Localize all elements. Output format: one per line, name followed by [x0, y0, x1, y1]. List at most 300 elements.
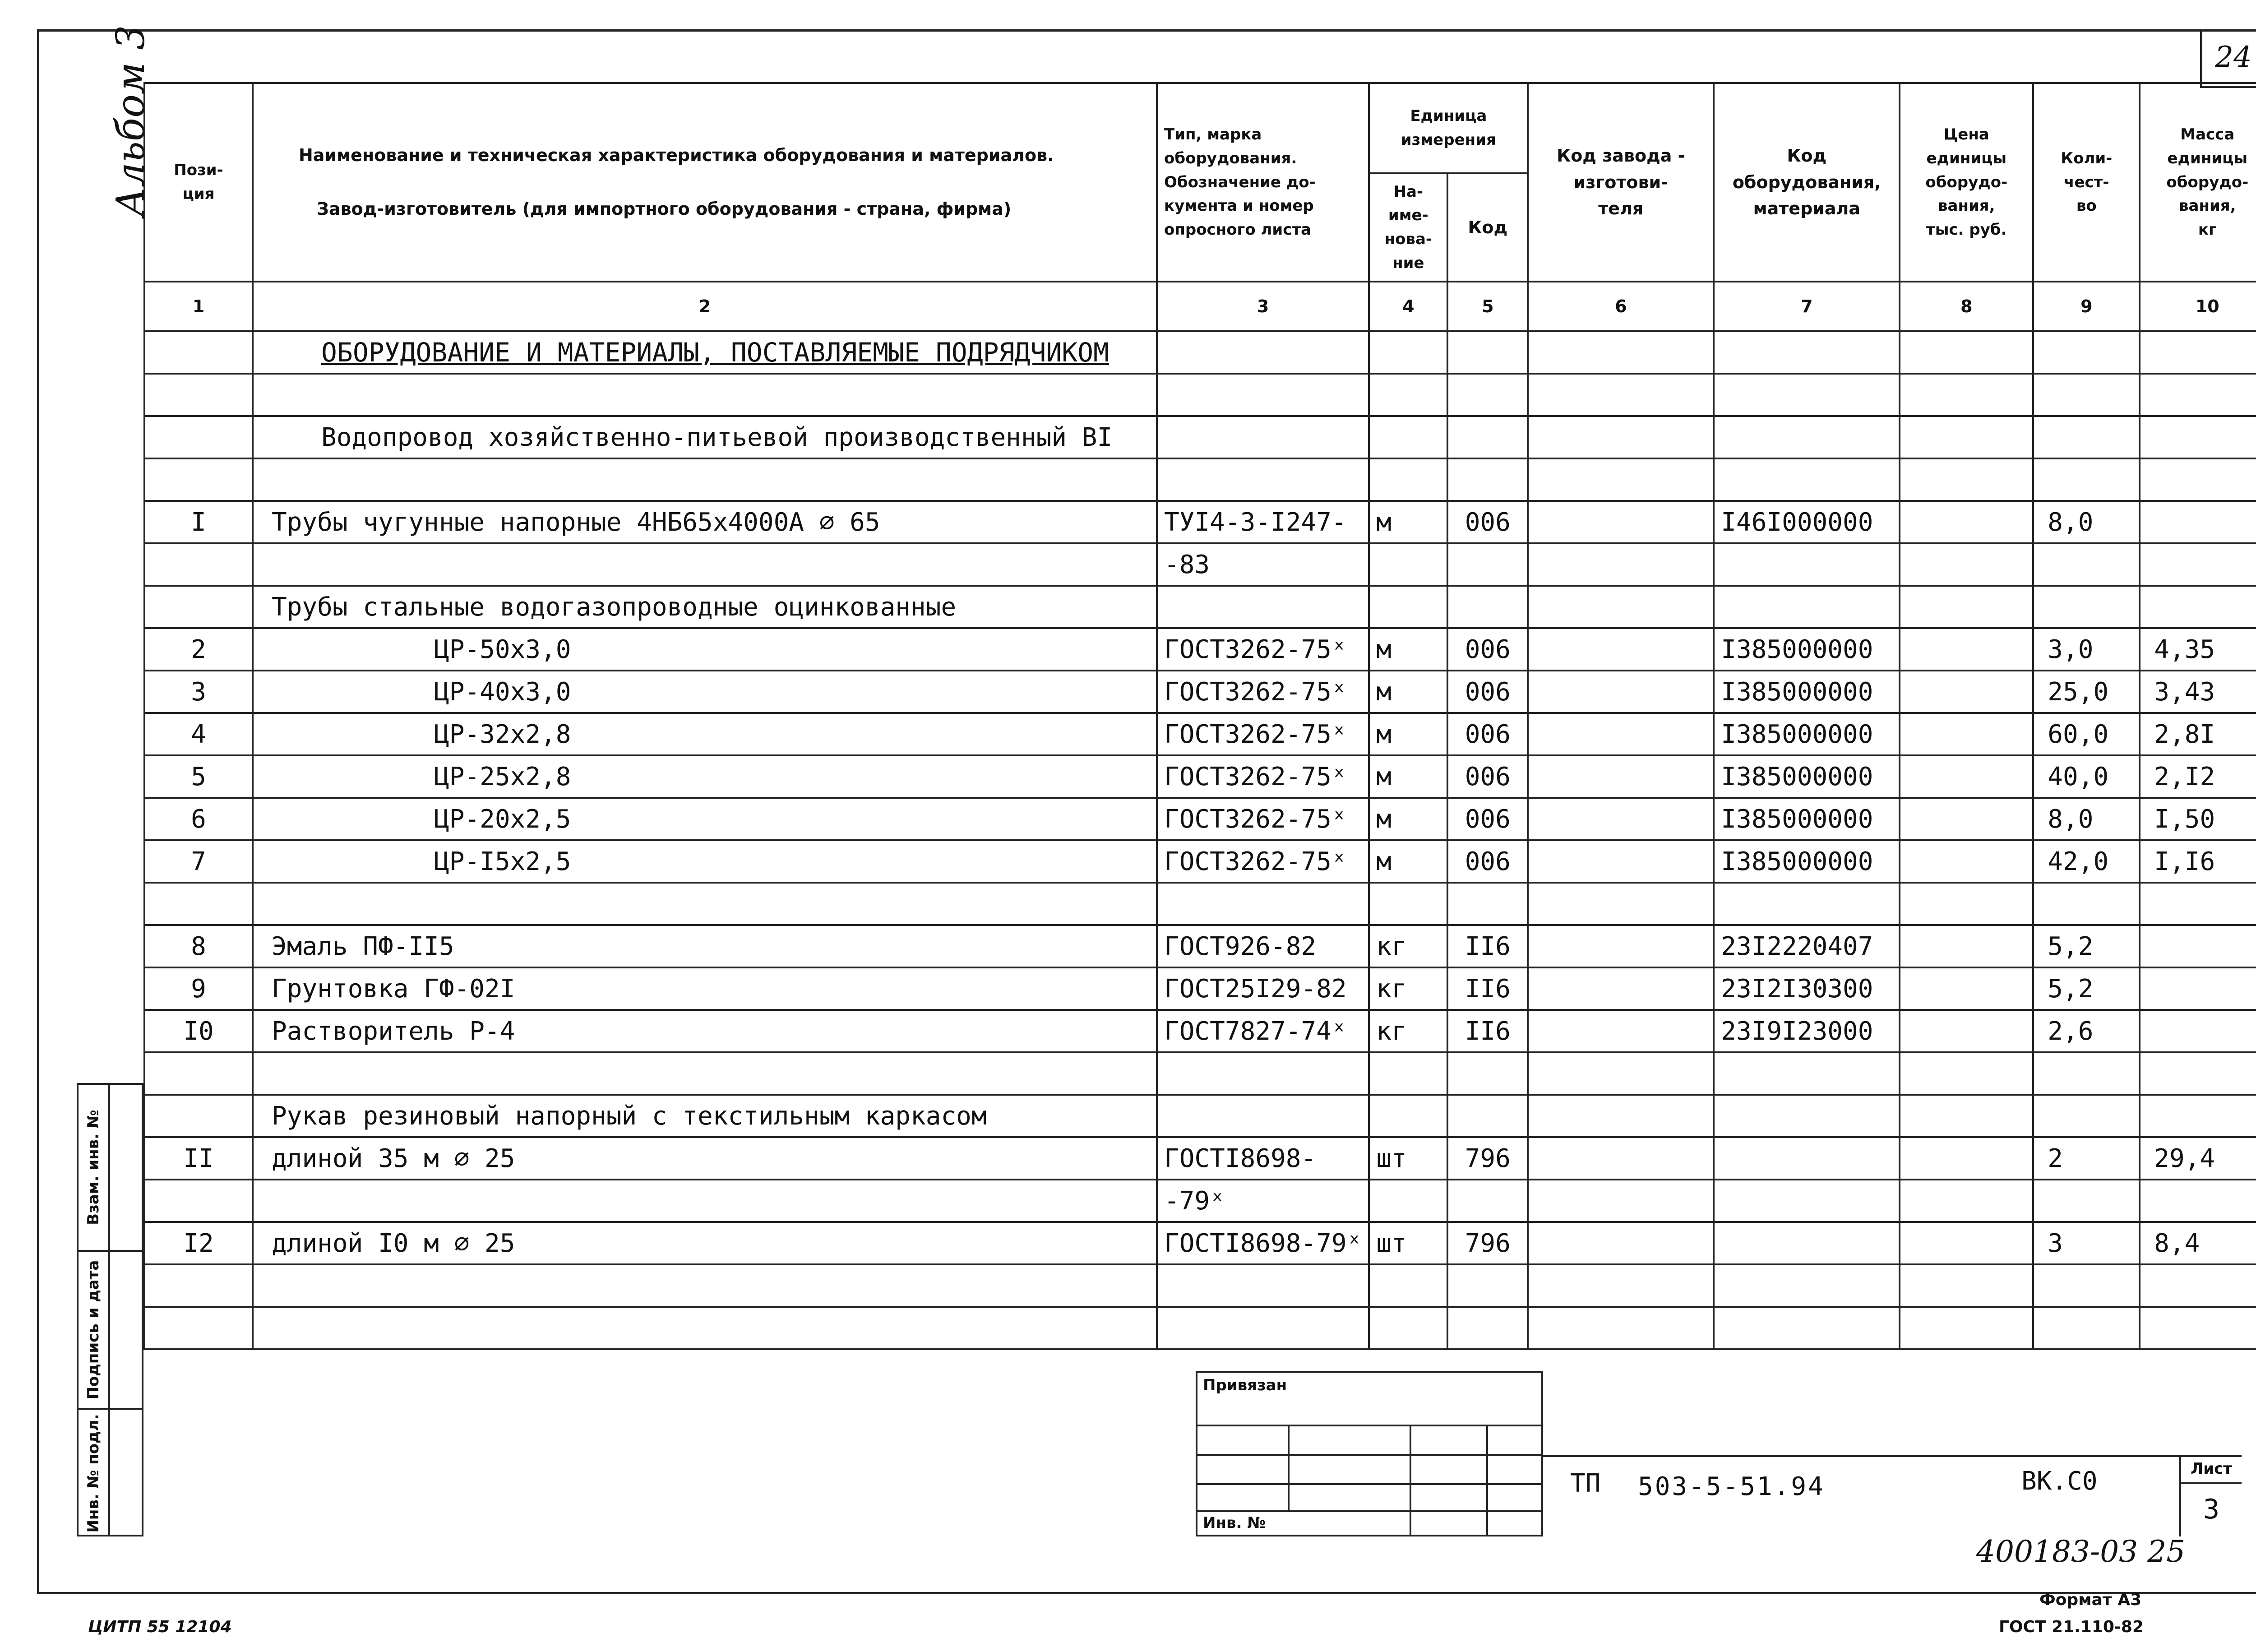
code-cell: I385000000: [1714, 755, 1900, 798]
empty-cell: [1714, 883, 1900, 925]
price-cell: [1900, 755, 2033, 798]
empty-cell: [1714, 1264, 1900, 1307]
table-row: [144, 840, 2256, 883]
qty-cell: [2033, 1180, 2140, 1222]
unit-cell: м: [1369, 501, 1447, 543]
empty-cell: [253, 1052, 1157, 1095]
table-row: [144, 925, 2256, 967]
plant-cell: [1528, 1010, 1714, 1052]
code-cell: [1714, 1222, 1900, 1264]
unit-cell: [1369, 1180, 1447, 1222]
stamp-replace-inv-label: Взам. инв. №: [84, 1110, 102, 1225]
qty-cell: 3,0: [2033, 628, 2140, 671]
empty-cell: [1447, 1095, 1528, 1137]
header-name: [253, 83, 1157, 282]
mass-cell: 3,43: [2140, 671, 2256, 713]
handwritten-note: 400183-03 25: [1976, 1534, 2186, 1569]
type-cell: -79ˣ: [1157, 1180, 1369, 1222]
table-row: [144, 628, 2256, 671]
empty-cell: [1528, 883, 1714, 925]
type-cell: ГОСТ3262-75ˣ: [1157, 840, 1369, 883]
qty-cell: 5,2: [2033, 925, 2140, 967]
empty-cell: [2140, 331, 2256, 374]
price-cell: [1900, 1222, 2033, 1264]
empty-cell: [1714, 374, 1900, 416]
mass-cell: [2140, 925, 2256, 967]
table-row: [144, 458, 2256, 501]
header-unit-name: На- име- нова- ние: [1369, 173, 1447, 282]
column-number: 7: [1714, 282, 1900, 331]
code-cell: I385000000: [1714, 798, 1900, 840]
header-material-code: Код оборудования, материала: [1714, 83, 1900, 282]
header-name-line2: Завод-изготовитель (для импортного оборудования - страна, фирма): [317, 199, 1012, 219]
table-row: [144, 543, 2256, 586]
name-cell: длиной I0 м ⌀ 25: [253, 1222, 1157, 1264]
qty-cell: 3: [2033, 1222, 2140, 1264]
list-number: 3: [2203, 1494, 2220, 1525]
empty-cell: [1369, 458, 1447, 501]
unit-cell: м: [1369, 628, 1447, 671]
header-mass: Масса единицы оборудо- вания, кг: [2140, 83, 2256, 282]
unit-cell: м: [1369, 713, 1447, 755]
plant-cell: [1528, 1180, 1714, 1222]
empty-cell: [1900, 458, 2033, 501]
unit-cell: шт: [1369, 1222, 1447, 1264]
type-cell: ГОСТ7827-74ˣ: [1157, 1010, 1369, 1052]
plant-cell: [1528, 840, 1714, 883]
name-cell: [253, 1180, 1157, 1222]
ucode-cell: 006: [1447, 628, 1528, 671]
empty-cell: [253, 1307, 1157, 1349]
table-row: [144, 713, 2256, 755]
ucode-cell: 796: [1447, 1137, 1528, 1180]
ucode-cell: II6: [1447, 925, 1528, 967]
empty-cell: [1157, 1264, 1369, 1307]
table-row: [144, 1222, 2256, 1264]
empty-cell: [144, 1264, 253, 1307]
empty-cell: [2140, 458, 2256, 501]
plant-cell: [1528, 967, 1714, 1010]
plant-cell: [1528, 543, 1714, 586]
empty-cell: [1714, 416, 1900, 458]
empty-cell: [253, 458, 1157, 501]
table-row: [144, 374, 2256, 416]
price-cell: [1900, 1180, 2033, 1222]
position-cell: [144, 331, 253, 374]
empty-cell: [1447, 416, 1528, 458]
empty-cell: [1369, 586, 1447, 628]
empty-cell: [253, 883, 1157, 925]
qty-cell: [2033, 543, 2140, 586]
empty-cell: [2033, 586, 2140, 628]
empty-cell: [1447, 883, 1528, 925]
gost-label: ГОСТ 21.110-82: [1999, 1618, 2144, 1636]
empty-cell: [1714, 331, 1900, 374]
mass-cell: 2,8I: [2140, 713, 2256, 755]
empty-cell: [253, 1264, 1157, 1307]
empty-cell: [1369, 331, 1447, 374]
column-number: 1: [144, 282, 253, 331]
empty-cell: [1157, 1052, 1369, 1095]
table-row: [144, 1095, 2256, 1137]
type-cell: ГОСТ3262-75ˣ: [1157, 755, 1369, 798]
table-row: [144, 1137, 2256, 1180]
empty-cell: [1900, 1095, 2033, 1137]
qty-cell: 42,0: [2033, 840, 2140, 883]
empty-cell: [1157, 883, 1369, 925]
type-cell: ГОСТI8698-79ˣ: [1157, 1222, 1369, 1264]
position-cell: [144, 586, 253, 628]
table-row: [144, 416, 2256, 458]
column-number: 8: [1900, 282, 2033, 331]
table-row: [144, 967, 2256, 1010]
name-cell: ЦР-20х2,5: [253, 798, 1157, 840]
code-cell: I385000000: [1714, 628, 1900, 671]
type-cell: ГОСТ3262-75ˣ: [1157, 713, 1369, 755]
price-cell: [1900, 713, 2033, 755]
empty-cell: [1447, 1307, 1528, 1349]
empty-cell: [2140, 416, 2256, 458]
empty-cell: [1369, 1052, 1447, 1095]
empty-cell: [2033, 1307, 2140, 1349]
privyazan-label: Привязан: [1203, 1376, 1287, 1394]
name-cell: длиной 35 м ⌀ 25: [253, 1137, 1157, 1180]
pos-cell: 5: [144, 755, 253, 798]
empty-cell: [144, 458, 253, 501]
header-type: Тип, марка оборудования. Обозначение до- кумента и номер опросного листа: [1157, 83, 1369, 282]
mass-cell: 29,4: [2140, 1137, 2256, 1180]
pos-cell: [144, 1180, 253, 1222]
ucode-cell: II6: [1447, 967, 1528, 1010]
empty-cell: [1900, 416, 2033, 458]
plant-cell: [1528, 671, 1714, 713]
left-stamp-column: [77, 1083, 143, 1536]
column-number-row: [144, 282, 2256, 331]
name-cell: Трубы чугунные напорные 4НБ65х4000А ⌀ 65: [253, 501, 1157, 543]
qty-cell: 60,0: [2033, 713, 2140, 755]
empty-cell: [1157, 331, 1369, 374]
code-cell: I385000000: [1714, 840, 1900, 883]
unit-cell: шт: [1369, 1137, 1447, 1180]
mass-cell: 4,35: [2140, 628, 2256, 671]
empty-cell: [1714, 1095, 1900, 1137]
pos-cell: 6: [144, 798, 253, 840]
empty-cell: [1447, 586, 1528, 628]
mass-cell: [2140, 501, 2256, 543]
type-cell: ТУI4-3-I247-: [1157, 501, 1369, 543]
header-unit-code: Код: [1447, 173, 1528, 282]
empty-cell: [1528, 458, 1714, 501]
empty-cell: [2140, 1095, 2256, 1137]
empty-cell: [2033, 1264, 2140, 1307]
code-cell: I385000000: [1714, 671, 1900, 713]
empty-cell: [2033, 374, 2140, 416]
ucode-cell: 006: [1447, 671, 1528, 713]
empty-cell: [2140, 1307, 2256, 1349]
name-cell: ЦР-40х3,0: [253, 671, 1157, 713]
unit-cell: кг: [1369, 967, 1447, 1010]
empty-cell: [1528, 374, 1714, 416]
empty-cell: [1900, 331, 2033, 374]
ucode-cell: 006: [1447, 713, 1528, 755]
empty-cell: [2140, 1052, 2256, 1095]
code-cell: 23I2220407: [1714, 925, 1900, 967]
code-cell: I46I000000: [1714, 501, 1900, 543]
column-number: 4: [1369, 282, 1447, 331]
plant-cell: [1528, 798, 1714, 840]
table-row: [144, 671, 2256, 713]
empty-cell: [1714, 1307, 1900, 1349]
pos-cell: 9: [144, 967, 253, 1010]
section-heading: ОБОРУДОВАНИЕ И МАТЕРИАЛЫ, ПОСТАВЛЯЕМЫЕ ПОДРЯДЧИКОМ: [253, 331, 1157, 374]
price-cell: [1900, 671, 2033, 713]
pos-cell: II: [144, 1137, 253, 1180]
group-heading: Трубы стальные водогазопроводные оцинкованные: [253, 586, 1157, 628]
column-number: 6: [1528, 282, 1714, 331]
table-row: [144, 798, 2256, 840]
empty-cell: [1369, 374, 1447, 416]
ucode-cell: [1447, 1180, 1528, 1222]
unit-cell: м: [1369, 755, 1447, 798]
empty-cell: [2140, 374, 2256, 416]
ucode-cell: [1447, 543, 1528, 586]
price-cell: [1900, 1010, 2033, 1052]
plant-cell: [1528, 1137, 1714, 1180]
header-price: Цена единицы оборудо- вания, тыс. руб.: [1900, 83, 2033, 282]
pos-cell: I: [144, 501, 253, 543]
empty-cell: [2033, 458, 2140, 501]
position-cell: [144, 416, 253, 458]
empty-cell: [1900, 883, 2033, 925]
table-row: [144, 586, 2256, 628]
name-cell: Эмаль ПФ-II5: [253, 925, 1157, 967]
empty-cell: [144, 1052, 253, 1095]
type-cell: ГОСТ3262-75ˣ: [1157, 628, 1369, 671]
ucode-cell: 006: [1447, 798, 1528, 840]
empty-cell: [2033, 1052, 2140, 1095]
price-cell: [1900, 1137, 2033, 1180]
sheet-list-box: [2179, 1455, 2242, 1536]
name-cell: ЦР-25х2,8: [253, 755, 1157, 798]
empty-cell: [2140, 1264, 2256, 1307]
empty-cell: [2033, 1095, 2140, 1137]
plant-cell: [1528, 925, 1714, 967]
empty-cell: [1157, 1095, 1369, 1137]
empty-cell: [1900, 374, 2033, 416]
qty-cell: 2,6: [2033, 1010, 2140, 1052]
table-row: [144, 1052, 2256, 1095]
empty-cell: [1447, 1264, 1528, 1307]
price-cell: [1900, 798, 2033, 840]
mass-cell: [2140, 543, 2256, 586]
empty-cell: [1157, 374, 1369, 416]
name-cell: Грунтовка ГФ-02I: [253, 967, 1157, 1010]
album-label: Альбом 3: [108, 25, 153, 217]
empty-cell: [2140, 883, 2256, 925]
empty-cell: [2033, 331, 2140, 374]
empty-cell: [1447, 1052, 1528, 1095]
code-cell: [1714, 1137, 1900, 1180]
privyazan-block: [1196, 1371, 1543, 1536]
column-number: 5: [1447, 282, 1528, 331]
mass-cell: I,I6: [2140, 840, 2256, 883]
type-cell: ГОСТ3262-75ˣ: [1157, 798, 1369, 840]
qty-cell: 2: [2033, 1137, 2140, 1180]
ucode-cell: II6: [1447, 1010, 1528, 1052]
ucode-cell: 006: [1447, 501, 1528, 543]
empty-cell: [1528, 1307, 1714, 1349]
mass-cell: 2,I2: [2140, 755, 2256, 798]
empty-cell: [1157, 458, 1369, 501]
ucode-cell: 006: [1447, 840, 1528, 883]
column-number: 2: [253, 282, 1157, 331]
pos-cell: 8: [144, 925, 253, 967]
empty-cell: [1528, 1052, 1714, 1095]
empty-cell: [1900, 586, 2033, 628]
mass-cell: 8,4: [2140, 1222, 2256, 1264]
table-row: [144, 755, 2256, 798]
empty-cell: [144, 374, 253, 416]
empty-cell: [1369, 1095, 1447, 1137]
specification-table: [143, 82, 2256, 1350]
plant-cell: [1528, 755, 1714, 798]
qty-cell: 8,0: [2033, 798, 2140, 840]
name-cell: ЦР-32х2,8: [253, 713, 1157, 755]
qty-cell: 8,0: [2033, 501, 2140, 543]
drawing-mark: ВК.С0: [2021, 1467, 2098, 1496]
stamp-signature-date: [79, 1252, 142, 1410]
unit-cell: м: [1369, 671, 1447, 713]
position-cell: [144, 1095, 253, 1137]
plant-cell: [1528, 628, 1714, 671]
empty-cell: [1157, 1307, 1369, 1349]
inv-no-label: Инв. №: [1203, 1514, 1266, 1532]
plant-cell: [1528, 1222, 1714, 1264]
unit-cell: кг: [1369, 1010, 1447, 1052]
empty-cell: [1900, 1052, 2033, 1095]
unit-cell: кг: [1369, 925, 1447, 967]
empty-cell: [253, 374, 1157, 416]
type-cell: ГОСТ926-82: [1157, 925, 1369, 967]
code-cell: [1714, 543, 1900, 586]
code-cell: 23I9I23000: [1714, 1010, 1900, 1052]
table-row: [144, 1264, 2256, 1307]
tp-label: ТП: [1570, 1469, 1601, 1498]
pos-cell: 7: [144, 840, 253, 883]
empty-cell: [1528, 416, 1714, 458]
empty-cell: [2033, 883, 2140, 925]
header-unit-group: Единица измерения: [1369, 83, 1528, 173]
unit-cell: м: [1369, 840, 1447, 883]
code-cell: I385000000: [1714, 713, 1900, 755]
column-number: 3: [1157, 282, 1369, 331]
mass-cell: [2140, 967, 2256, 1010]
empty-cell: [1369, 1307, 1447, 1349]
type-cell: ГОСТ3262-75ˣ: [1157, 671, 1369, 713]
type-cell: -83: [1157, 543, 1369, 586]
empty-cell: [2140, 586, 2256, 628]
stamp-replace-inv: [79, 1085, 142, 1252]
empty-cell: [1528, 1264, 1714, 1307]
ucode-cell: 006: [1447, 755, 1528, 798]
empty-cell: [144, 1307, 253, 1349]
type-cell: ГОСТ25I29-82: [1157, 967, 1369, 1010]
empty-cell: [1900, 1264, 2033, 1307]
empty-cell: [1369, 883, 1447, 925]
empty-cell: [2033, 416, 2140, 458]
citp-label: ЦИТП 55 12104: [88, 1618, 232, 1636]
empty-cell: [1447, 374, 1528, 416]
empty-cell: [1447, 458, 1528, 501]
column-number: 10: [2140, 282, 2256, 331]
unit-cell: [1369, 543, 1447, 586]
pos-cell: I2: [144, 1222, 253, 1264]
type-cell: ГОСТI8698-: [1157, 1137, 1369, 1180]
list-label: Лист: [2181, 1455, 2242, 1484]
qty-cell: 25,0: [2033, 671, 2140, 713]
name-cell: ЦР-50х3,0: [253, 628, 1157, 671]
qty-cell: 5,2: [2033, 967, 2140, 1010]
price-cell: [1900, 501, 2033, 543]
code-cell: [1714, 1180, 1900, 1222]
empty-cell: [1714, 1052, 1900, 1095]
empty-cell: [1528, 331, 1714, 374]
group-heading: Рукав резиновый напорный с текстильным каркасом: [253, 1095, 1157, 1137]
pos-cell: [144, 543, 253, 586]
mass-cell: I,50: [2140, 798, 2256, 840]
price-cell: [1900, 543, 2033, 586]
pos-cell: I0: [144, 1010, 253, 1052]
header-plant-code: Код завода - изготови- теля: [1528, 83, 1714, 282]
header-quantity: Коли- чест- во: [2033, 83, 2140, 282]
empty-cell: [1157, 586, 1369, 628]
pos-cell: 3: [144, 671, 253, 713]
table-row: [144, 1010, 2256, 1052]
table-row: [144, 1180, 2256, 1222]
empty-cell: [1900, 1307, 2033, 1349]
document-number: 503-5-51.94: [1638, 1472, 1825, 1501]
ucode-cell: 796: [1447, 1222, 1528, 1264]
empty-cell: [1369, 1264, 1447, 1307]
pos-cell: 4: [144, 713, 253, 755]
qty-cell: 40,0: [2033, 755, 2140, 798]
empty-cell: [1447, 331, 1528, 374]
plant-cell: [1528, 501, 1714, 543]
unit-cell: м: [1369, 798, 1447, 840]
price-cell: [1900, 840, 2033, 883]
stamp-original-inv: [79, 1410, 142, 1536]
stamp-original-inv-label: Инв. № подл.: [84, 1413, 102, 1533]
price-cell: [1900, 925, 2033, 967]
empty-cell: [1528, 586, 1714, 628]
name-cell: [253, 543, 1157, 586]
empty-cell: [1369, 416, 1447, 458]
sheet-number: 24: [2200, 29, 2256, 88]
header-position: Пози- ция: [144, 83, 253, 282]
empty-cell: [1714, 458, 1900, 501]
header-name-line1: Наименование и техническая характеристика оборудования и материалов.: [299, 145, 1054, 166]
group-heading: Водопровод хозяйственно-питьевой производственный BI: [253, 416, 1157, 458]
code-cell: 23I2I30300: [1714, 967, 1900, 1010]
stamp-signature-date-label: Подпись и дата: [84, 1260, 102, 1400]
price-cell: [1900, 967, 2033, 1010]
empty-cell: [1157, 416, 1369, 458]
table-row: [144, 883, 2256, 925]
empty-cell: [1714, 586, 1900, 628]
table-row: [144, 501, 2256, 543]
empty-cell: [144, 883, 253, 925]
format-label: Формат А3: [2039, 1591, 2142, 1609]
